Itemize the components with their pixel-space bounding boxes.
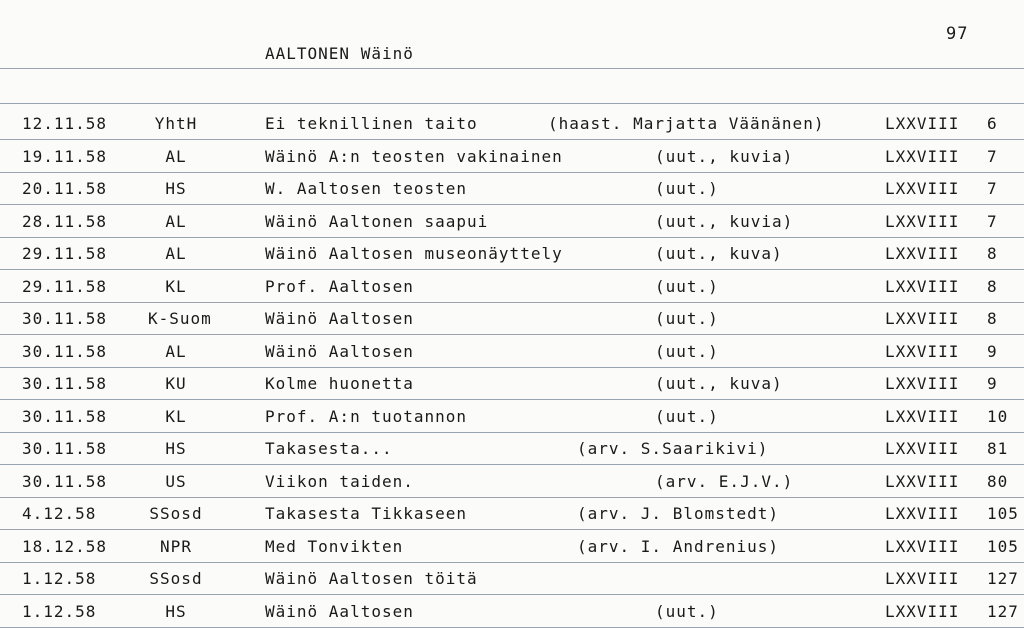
entry-note: (arv. J. Blomstedt) bbox=[577, 504, 780, 523]
table-row bbox=[0, 433, 1024, 465]
entry-note: (uut.) bbox=[655, 179, 719, 198]
entry-note: (uut., kuvia) bbox=[655, 146, 794, 166]
entry-page: 105 bbox=[987, 504, 1019, 523]
entry-date: 30.11.58 bbox=[22, 309, 108, 328]
entry-date: 28.11.58 bbox=[22, 211, 108, 231]
entry-page: 127 bbox=[987, 569, 1019, 588]
entry-source: KL bbox=[165, 276, 187, 296]
entry-page: 80 bbox=[987, 471, 1009, 491]
entry-volume: LXXVIII bbox=[885, 276, 960, 296]
entry-volume: LXXVIII bbox=[885, 146, 960, 166]
entry-volume: LXXVIII bbox=[885, 504, 960, 523]
table-row bbox=[0, 531, 1024, 563]
entry-volume: LXXVIII bbox=[885, 569, 960, 588]
entry-title: Ei teknillinen taito bbox=[265, 114, 478, 133]
entry-source: HS bbox=[165, 601, 187, 621]
entry-volume: LXXVIII bbox=[885, 374, 960, 393]
entry-title: Kolme huonetta bbox=[265, 374, 414, 393]
entry-note: (uut.) bbox=[655, 601, 719, 621]
entry-volume: LXXVIII bbox=[885, 406, 960, 426]
entry-source: HS bbox=[165, 179, 187, 198]
entry-source: US bbox=[165, 471, 187, 491]
entry-source: SSosd bbox=[149, 504, 203, 523]
entry-title: Wäinö Aaltosen museonäyttely bbox=[265, 244, 563, 263]
entry-page: 8 bbox=[987, 309, 998, 328]
entry-page: 127 bbox=[987, 601, 1019, 621]
entry-page: 105 bbox=[987, 536, 1019, 556]
entry-source: KU bbox=[165, 374, 187, 393]
entry-page: 9 bbox=[987, 341, 998, 361]
ruled-line bbox=[0, 627, 1024, 628]
entry-date: 30.11.58 bbox=[22, 471, 108, 491]
entry-date: 19.11.58 bbox=[22, 146, 108, 166]
table-row bbox=[0, 563, 1024, 595]
entry-page: 81 bbox=[987, 439, 1009, 458]
entry-date: 30.11.58 bbox=[22, 406, 108, 426]
entry-source: K-Suom bbox=[148, 309, 212, 328]
entry-note: (arv. I. Andrenius) bbox=[577, 536, 780, 556]
page-number: 97 bbox=[946, 24, 969, 44]
entry-title: Prof. A:n tuotannon bbox=[265, 406, 468, 426]
entry-date: 20.11.58 bbox=[22, 179, 108, 198]
entry-note: (haast. Marjatta Väänänen) bbox=[548, 114, 825, 133]
entry-page: 8 bbox=[987, 244, 998, 263]
entry-title: Wäinö Aaltosen bbox=[265, 341, 414, 361]
entry-page: 9 bbox=[987, 374, 998, 393]
entry-date: 4.12.58 bbox=[22, 504, 97, 523]
entry-title: Wäinö Aaltosen bbox=[265, 309, 414, 328]
entry-title: Wäinö A:n teosten vakinainen bbox=[265, 146, 563, 166]
entry-title: Viikon taiden. bbox=[265, 471, 414, 491]
entry-source: AL bbox=[165, 341, 187, 361]
entry-volume: LXXVIII bbox=[885, 179, 960, 198]
table-row bbox=[0, 173, 1024, 205]
entry-source: AL bbox=[165, 244, 187, 263]
table-row bbox=[0, 271, 1024, 303]
entry-title: Prof. Aaltosen bbox=[265, 276, 414, 296]
entry-page: 10 bbox=[987, 406, 1009, 426]
entry-note: (arv. S.Saarikivi) bbox=[577, 439, 769, 458]
header-rule bbox=[0, 68, 1024, 69]
entry-source: AL bbox=[165, 211, 187, 231]
entry-page: 7 bbox=[987, 146, 998, 166]
entry-note: (uut.) bbox=[655, 276, 719, 296]
table-row bbox=[0, 206, 1024, 238]
entry-volume: LXXVIII bbox=[885, 309, 960, 328]
entry-date: 29.11.58 bbox=[22, 244, 108, 263]
entry-volume: LXXVIII bbox=[885, 211, 960, 231]
entry-source: NPR bbox=[160, 536, 192, 556]
entry-date: 30.11.58 bbox=[22, 341, 108, 361]
entry-title: Wäinö Aaltosen bbox=[265, 601, 414, 621]
entry-volume: LXXVIII bbox=[885, 244, 960, 263]
entry-source: AL bbox=[165, 146, 187, 166]
table-row bbox=[0, 368, 1024, 400]
entry-source: SSosd bbox=[149, 569, 203, 588]
entry-page: 7 bbox=[987, 211, 998, 231]
entry-title: Takasesta Tikkaseen bbox=[265, 504, 468, 523]
entry-page: 7 bbox=[987, 179, 998, 198]
table-row bbox=[0, 141, 1024, 173]
entry-title: Med Tonvikten bbox=[265, 536, 404, 556]
table-row bbox=[0, 596, 1024, 628]
card-title: AALTONEN Wäinö bbox=[265, 44, 414, 63]
table-row bbox=[0, 336, 1024, 368]
entry-note: (arv. E.J.V.) bbox=[655, 471, 794, 491]
table-row bbox=[0, 238, 1024, 270]
table-row bbox=[0, 401, 1024, 433]
ruled-line bbox=[0, 103, 1024, 104]
table-row bbox=[0, 466, 1024, 498]
entry-date: 29.11.58 bbox=[22, 276, 108, 296]
table-row bbox=[0, 498, 1024, 530]
entry-date: 18.12.58 bbox=[22, 536, 108, 556]
entry-page: 6 bbox=[987, 114, 998, 133]
entry-date: 1.12.58 bbox=[22, 601, 97, 621]
entry-note: (uut.) bbox=[655, 309, 719, 328]
entry-page: 8 bbox=[987, 276, 998, 296]
entry-title: W. Aaltosen teosten bbox=[265, 179, 468, 198]
table-row bbox=[0, 303, 1024, 335]
entry-source: HS bbox=[165, 439, 187, 458]
entry-volume: LXXVIII bbox=[885, 601, 960, 621]
entry-note: (uut., kuvia) bbox=[655, 211, 794, 231]
entry-date: 30.11.58 bbox=[22, 439, 108, 458]
entry-note: (uut.) bbox=[655, 341, 719, 361]
entry-title: Takasesta... bbox=[265, 439, 393, 458]
entry-volume: LXXVIII bbox=[885, 439, 960, 458]
entry-title: Wäinö Aaltonen saapui bbox=[265, 211, 489, 231]
entry-volume: LXXVIII bbox=[885, 471, 960, 491]
entry-date: 1.12.58 bbox=[22, 569, 97, 588]
entry-source: YhtH bbox=[154, 114, 198, 133]
entry-volume: LXXVIII bbox=[885, 341, 960, 361]
entry-title: Wäinö Aaltosen töitä bbox=[265, 569, 478, 588]
entry-note: (uut.) bbox=[655, 406, 719, 426]
entry-note: (uut., kuva) bbox=[655, 244, 783, 263]
entry-volume: LXXVIII bbox=[885, 536, 960, 556]
entry-date: 12.11.58 bbox=[22, 114, 108, 133]
entry-volume: LXXVIII bbox=[885, 114, 960, 133]
entry-date: 30.11.58 bbox=[22, 374, 108, 393]
entry-note: (uut., kuva) bbox=[655, 374, 783, 393]
table-row bbox=[0, 108, 1024, 140]
entry-source: KL bbox=[165, 406, 187, 426]
